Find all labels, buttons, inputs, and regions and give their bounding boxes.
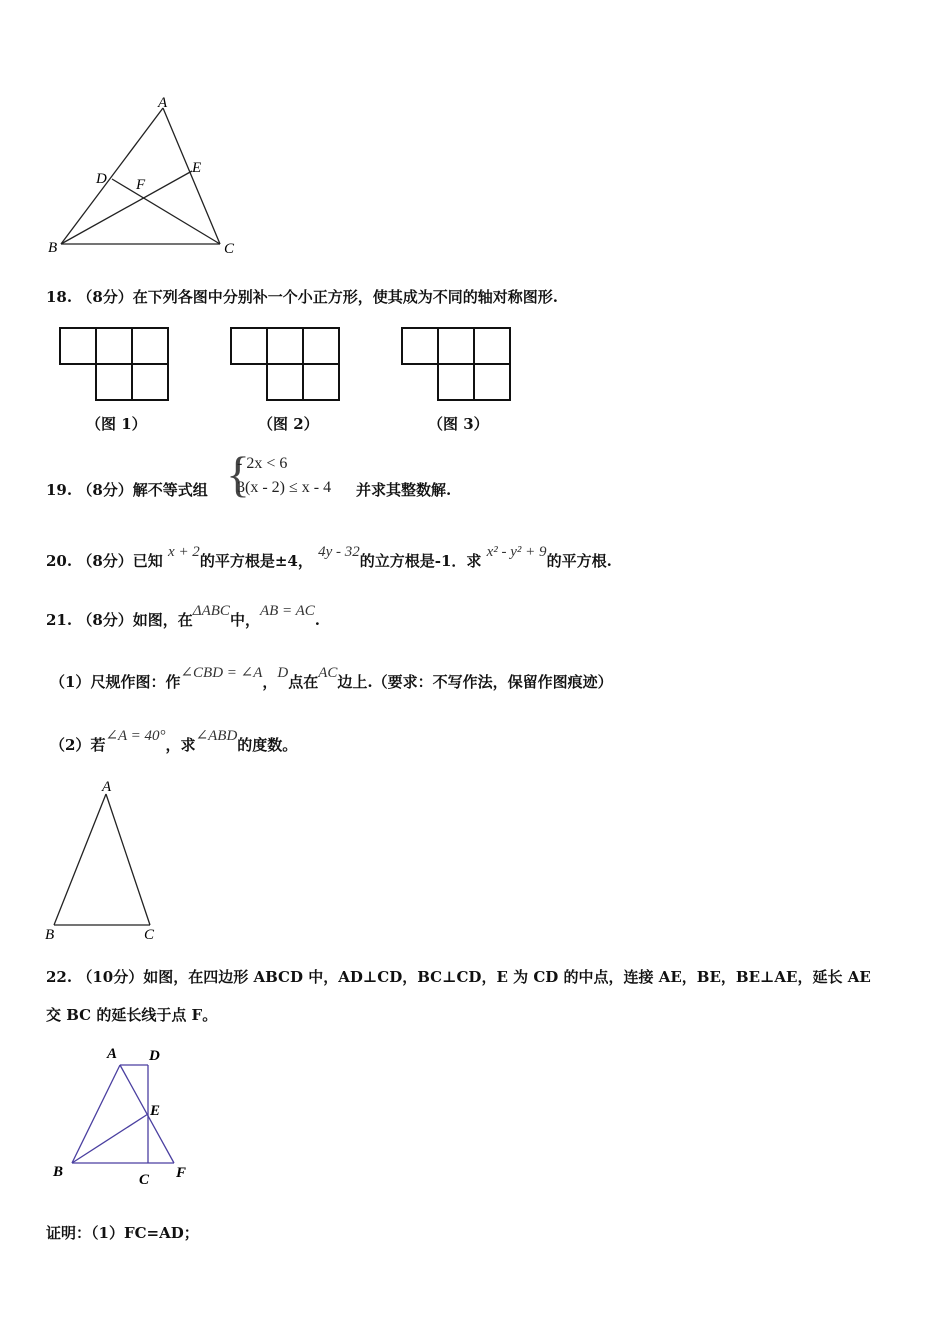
fig18-grid-1 <box>60 328 168 400</box>
q21-part2-text-3: 的度数。 <box>237 736 298 754</box>
question-19-number: 19. <box>46 481 73 499</box>
fig17-label-b: B <box>48 240 58 256</box>
question-20-points: （8分） <box>77 552 133 570</box>
math-angle-a-40: ∠A = 40° <box>105 728 166 744</box>
question-20-number: 20. <box>46 552 73 570</box>
fig17-side-ac <box>163 108 220 244</box>
q21-part1-text-2: ， <box>262 673 278 691</box>
fig18-caption-3: （图 3） <box>428 415 489 433</box>
q21-part1-text-3: 点在 <box>288 673 319 691</box>
fig21-label-c: C <box>144 927 155 943</box>
figure-21-triangle <box>40 776 170 946</box>
question-21-text-2: 中， <box>229 611 260 629</box>
fig22-label-f: F <box>176 1165 187 1181</box>
fig21-label-a: A <box>102 779 112 795</box>
math-x2-minus-y2-plus-9: x² - y² + 9 <box>486 544 547 560</box>
fig22-label-c: C <box>139 1172 150 1188</box>
fig17-label-a: A <box>158 95 168 111</box>
fig17-label-c: C <box>224 241 235 257</box>
question-18-points: （8分） <box>77 288 133 306</box>
fig17-label-f: F <box>136 177 146 193</box>
question-18 <box>46 286 558 307</box>
question-21-part-1 <box>50 665 613 692</box>
q21-part2-label: （2） <box>50 736 91 754</box>
fig18-caption-1: （图 1） <box>86 415 147 433</box>
fig17-segment-cd <box>112 179 220 244</box>
math-angle-cbd-eq-a: ∠CBD = ∠A <box>180 665 263 681</box>
inequality-brace: { <box>226 446 250 502</box>
proof-part-1-text: （1）FC=AD； <box>91 1224 199 1242</box>
fig21-side-ab <box>54 794 106 925</box>
figure-22-quadrilateral <box>45 1040 205 1190</box>
math-triangle-abc: ΔABC <box>192 603 230 619</box>
fig17-segment-be <box>61 171 192 244</box>
question-19 <box>46 479 208 500</box>
fig17-side-ab <box>61 108 163 244</box>
question-22-number: 22. <box>46 968 73 986</box>
math-ac: AC <box>318 665 338 681</box>
fig17-label-e: E <box>192 160 202 176</box>
fig18-grid-2 <box>231 328 339 400</box>
q21-part1-text-1: 尺规作图：作 <box>90 673 181 691</box>
fig22-segment-ab <box>72 1065 120 1163</box>
math-x-plus-2: x + 2 <box>168 544 200 560</box>
q21-part1-text-4: 边上.（要求：不写作法，保留作图痕迹） <box>337 673 613 691</box>
question-22-points: （10分） <box>77 968 144 986</box>
fig21-label-b: B <box>45 927 55 943</box>
math-angle-abd: ∠ABD <box>195 728 238 744</box>
inequality-1: - 2x < 6 <box>237 455 288 472</box>
inequality-system <box>237 452 331 500</box>
math-d: D <box>277 665 289 681</box>
question-21-number: 21. <box>46 611 73 629</box>
question-20-text-1: 已知 <box>132 552 163 570</box>
fig17-label-d: D <box>96 171 107 187</box>
q21-part1-label: （1） <box>50 673 91 691</box>
question-21 <box>46 603 321 630</box>
question-19-points: （8分） <box>77 481 133 499</box>
question-20 <box>46 544 612 571</box>
fig22-label-a: A <box>107 1046 118 1062</box>
fig21-side-ac <box>106 794 150 925</box>
question-18-number: 18. <box>46 288 73 306</box>
math-ab-equals-ac: AB = AC <box>259 603 315 619</box>
q21-part2-text-1: 若 <box>90 736 106 754</box>
question-20-text-4: 的平方根. <box>546 552 612 570</box>
fig22-label-d: D <box>149 1048 160 1064</box>
question-21-text-1: 如图，在 <box>132 611 193 629</box>
math-4y-minus-32: 4y - 32 <box>318 544 360 560</box>
question-21-part-2 <box>50 728 298 755</box>
question-22-line-1 <box>46 966 871 987</box>
question-21-text-3: . <box>314 611 321 629</box>
figure-17-triangle <box>40 95 260 265</box>
question-21-points: （8分） <box>77 611 133 629</box>
question-22-text-1: 如图，在四边形 ABCD 中，AD⊥CD，BC⊥CD，E 为 CD 的中点，连接 AE，BE，BE⊥AE，延长 AE <box>143 968 871 986</box>
fig18-grid-3 <box>402 328 510 400</box>
question-19-text-after: 并求其整数解. <box>356 481 452 499</box>
question-18-text: 在下列各图中分别补一个小正方形，使其成为不同的轴对称图形. <box>132 288 559 306</box>
proof-part-1 <box>46 1222 199 1243</box>
proof-label: 证明： <box>46 1224 92 1242</box>
q21-part2-text-2: ，求 <box>165 736 196 754</box>
inequality-2: 3(x - 2) ≤ x - 4 <box>237 479 332 496</box>
question-20-text-2: 的平方根是±4， <box>199 552 313 570</box>
fig18-caption-2: （图 2） <box>258 415 319 433</box>
question-22-line-2: 交 BC 的延长线于点 F。 <box>46 1006 218 1024</box>
question-20-text-3: 的立方根是-1．求 <box>359 552 482 570</box>
question-19-text-before: 解不等式组 <box>132 481 208 499</box>
fig22-label-b: B <box>53 1164 64 1180</box>
fig22-label-e: E <box>150 1103 161 1119</box>
